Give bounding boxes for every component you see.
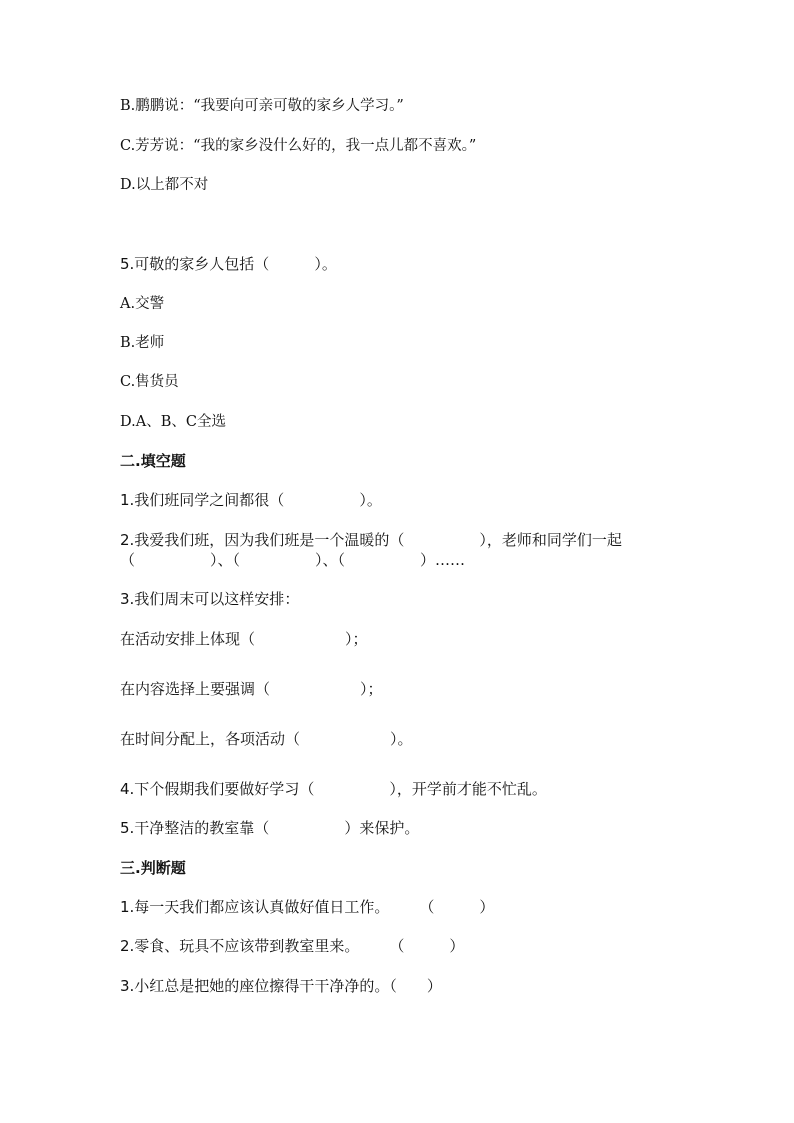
q4-option-d: D.以上都不对: [120, 177, 209, 193]
fill-item-3-c: 在时间分配上，各项活动（ ）。: [120, 730, 413, 748]
fill-item-4: 4.下个假期我们要做好学习（ ），开学前才能不忙乱。: [120, 780, 547, 798]
judge-item-3: 3.小红总是把她的座位擦得干干净净的。（ ）: [120, 977, 442, 995]
judge-item-1: 1.每一天我们都应该认真做好值日工作。 （ ）: [120, 898, 495, 916]
q5-option-a: A.交警: [120, 296, 165, 312]
q5-stem: 5.可敬的家乡人包括（ ）。: [120, 255, 337, 273]
q5-option-c: C.售货员: [120, 374, 179, 390]
fill-item-5: 5.干净整洁的教室靠（ ）来保护。: [120, 819, 420, 837]
section-title-fill-blank: 二.填空题: [120, 452, 186, 470]
fill-item-2: 2.我爱我们班，因为我们班是一个温暖的（ ），老师和同学们一起: [120, 531, 622, 549]
q5-option-b: B.老师: [120, 335, 165, 351]
section-title-true-false: 三.判断题: [120, 859, 186, 877]
q5-option-d: D.A、B、C全选: [120, 414, 226, 430]
fill-item-3-b: 在内容选择上要强调（ ）；: [120, 680, 383, 698]
fill-item-1: 1.我们班同学之间都很（ ）。: [120, 491, 382, 509]
q4-option-c: C.芳芳说：“我的家乡没什么好的，我一点儿都不喜欢。”: [120, 138, 477, 154]
fill-item-3: 3.我们周末可以这样安排：: [120, 590, 300, 608]
q4-option-b: B.鹏鹏说：“我要向可亲可敬的家乡人学习。”: [120, 98, 404, 114]
judge-item-2: 2.零食、玩具不应该带到教室里来。 （ ）: [120, 937, 465, 955]
fill-item-3-a: 在活动安排上体现（ ）；: [120, 630, 368, 648]
fill-item-2-cont: （ ）、（ ）、（ ）……: [120, 551, 466, 569]
